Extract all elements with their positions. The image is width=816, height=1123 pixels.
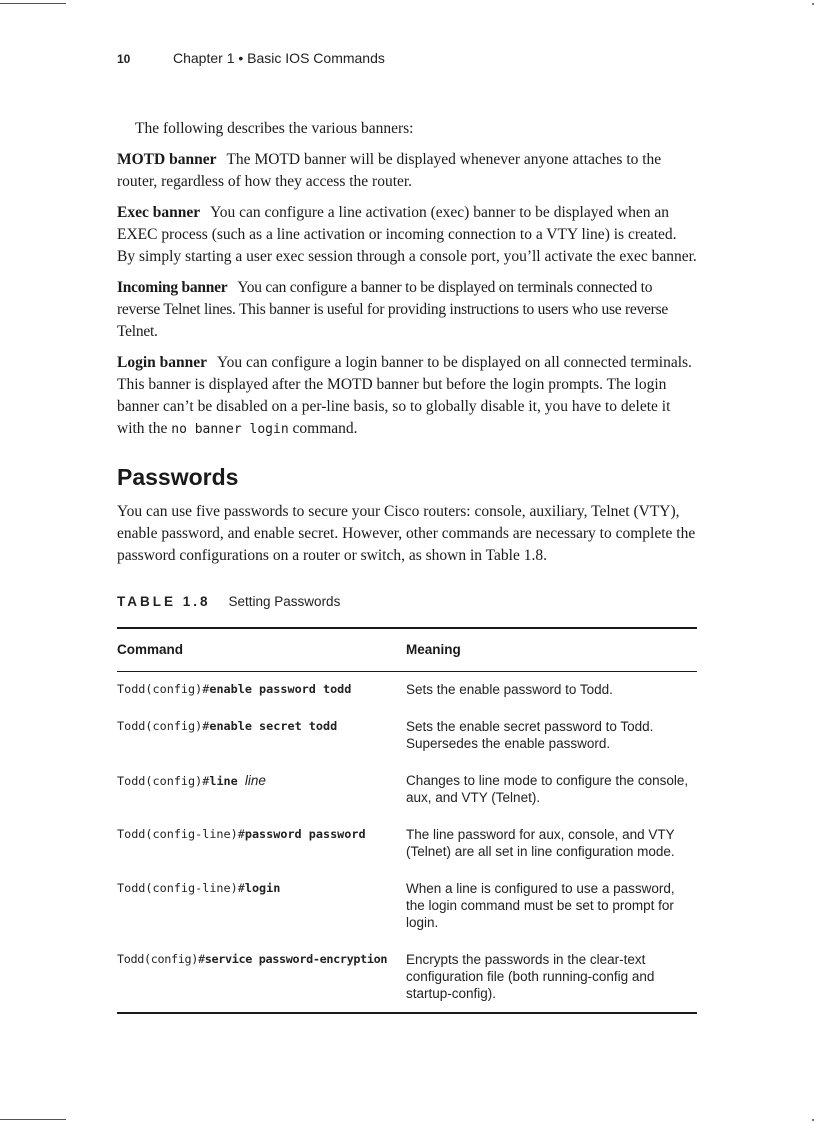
column-header-meaning: Meaning (406, 628, 697, 672)
inline-command: no banner login (171, 422, 289, 437)
section-heading: Passwords (117, 464, 239, 490)
banner-description: You can configure a login banner to be displayed on all connected terminals. This banner is displayed after the MOTD banner but before the login prompts. The login banner can’t be disabled on a per-line basis, so to globally disable it, you have to delete it with the (117, 354, 692, 437)
command-text: password password (244, 827, 366, 841)
table-title: Setting Passwords (228, 594, 341, 609)
page-body (117, 118, 697, 1014)
command-text: service password-encryption (204, 952, 388, 966)
command-cell (117, 672, 406, 713)
table-caption (117, 591, 697, 613)
meaning-cell: Sets the enable password to Todd. (406, 682, 613, 697)
banner-description: You can configure a banner to be displayed on terminals connected to reverse Telnet lines. This banner is useful for providing instructions to users who use reverse Telnet. (117, 279, 668, 340)
banner-entry-login (117, 352, 697, 441)
table-header-row (117, 628, 697, 672)
command-text: login (244, 881, 281, 895)
running-title: Chapter 1 • Basic IOS Commands (173, 50, 385, 66)
banner-entry-incoming (117, 277, 697, 343)
banner-description-end: command. (292, 420, 358, 437)
banner-term: MOTD banner (117, 151, 217, 168)
table-row (117, 874, 697, 945)
table-label: TABLE 1.8 (117, 594, 211, 609)
crop-mark-bottom-right (812, 1119, 814, 1121)
table-row (117, 712, 697, 766)
command-prompt: Todd(config-line)# (117, 827, 245, 841)
command-cell (117, 945, 406, 1013)
banner-term: Exec banner (117, 204, 201, 221)
banner-description: You can configure a line activation (exec) banner to be displayed when an EXEC process (such as a line activation or incoming connection to a VTY line) is created. By simply starting a user exec session through a console port, you’ll activate the exec banner. (117, 204, 697, 265)
intro-paragraph: The following describes the various banners: (135, 120, 414, 137)
banner-term: Incoming banner (117, 279, 228, 296)
meaning-cell: Sets the enable secret password to Todd. Supersedes the enable password. (406, 719, 654, 751)
table-row (117, 945, 697, 1013)
meaning-cell: Changes to line mode to configure the console, aux, and VTY (Telnet). (406, 773, 689, 805)
meaning-cell: Encrypts the passwords in the clear-text configuration file (both running-config and startup-config). (406, 945, 697, 1013)
banner-entry-motd (117, 149, 697, 193)
table-row (117, 820, 697, 874)
crop-mark-bottom-left (0, 1119, 66, 1120)
table-row (117, 766, 697, 820)
running-header (117, 50, 385, 66)
column-header-command: Command (117, 628, 406, 672)
command-prompt: Todd(config)# (117, 719, 210, 733)
table-row (117, 672, 697, 713)
command-prompt: Todd(config-line)# (117, 881, 245, 895)
page-number: 10 (117, 52, 131, 66)
command-text: enable password todd (209, 682, 352, 696)
command-cell (117, 874, 406, 945)
command-text: line (209, 774, 238, 788)
command-cell (117, 820, 406, 874)
command-prompt: Todd(config)# (117, 952, 205, 966)
command-text: enable secret todd (209, 719, 338, 733)
meaning-cell: When a line is configured to use a password, the login command must be set to prompt for login. (406, 881, 675, 930)
banner-entry-exec (117, 202, 697, 268)
crop-mark-top-left (0, 3, 66, 4)
passwords-table (117, 627, 697, 1014)
crop-mark-top-right (812, 3, 814, 5)
command-prompt: Todd(config)# (117, 682, 210, 696)
banner-term: Login banner (117, 354, 208, 371)
command-prompt: Todd(config)# (117, 774, 210, 788)
banner-description: The MOTD banner will be displayed whenever anyone attaches to the router, regardless of how they access the router. (117, 151, 662, 190)
command-cell (117, 712, 406, 766)
meaning-cell: The line password for aux, console, and VTY (Telnet) are all set in line configuration mode. (406, 827, 675, 859)
command-argument: line (244, 773, 266, 788)
section-body: You can use five passwords to secure your Cisco routers: console, auxiliary, Telnet (VTY), enable password, and enable secret. However, other commands are necessary to complete the password configurations on a router or switch, as shown in Table 1.8. (117, 503, 696, 564)
command-cell (117, 766, 406, 820)
